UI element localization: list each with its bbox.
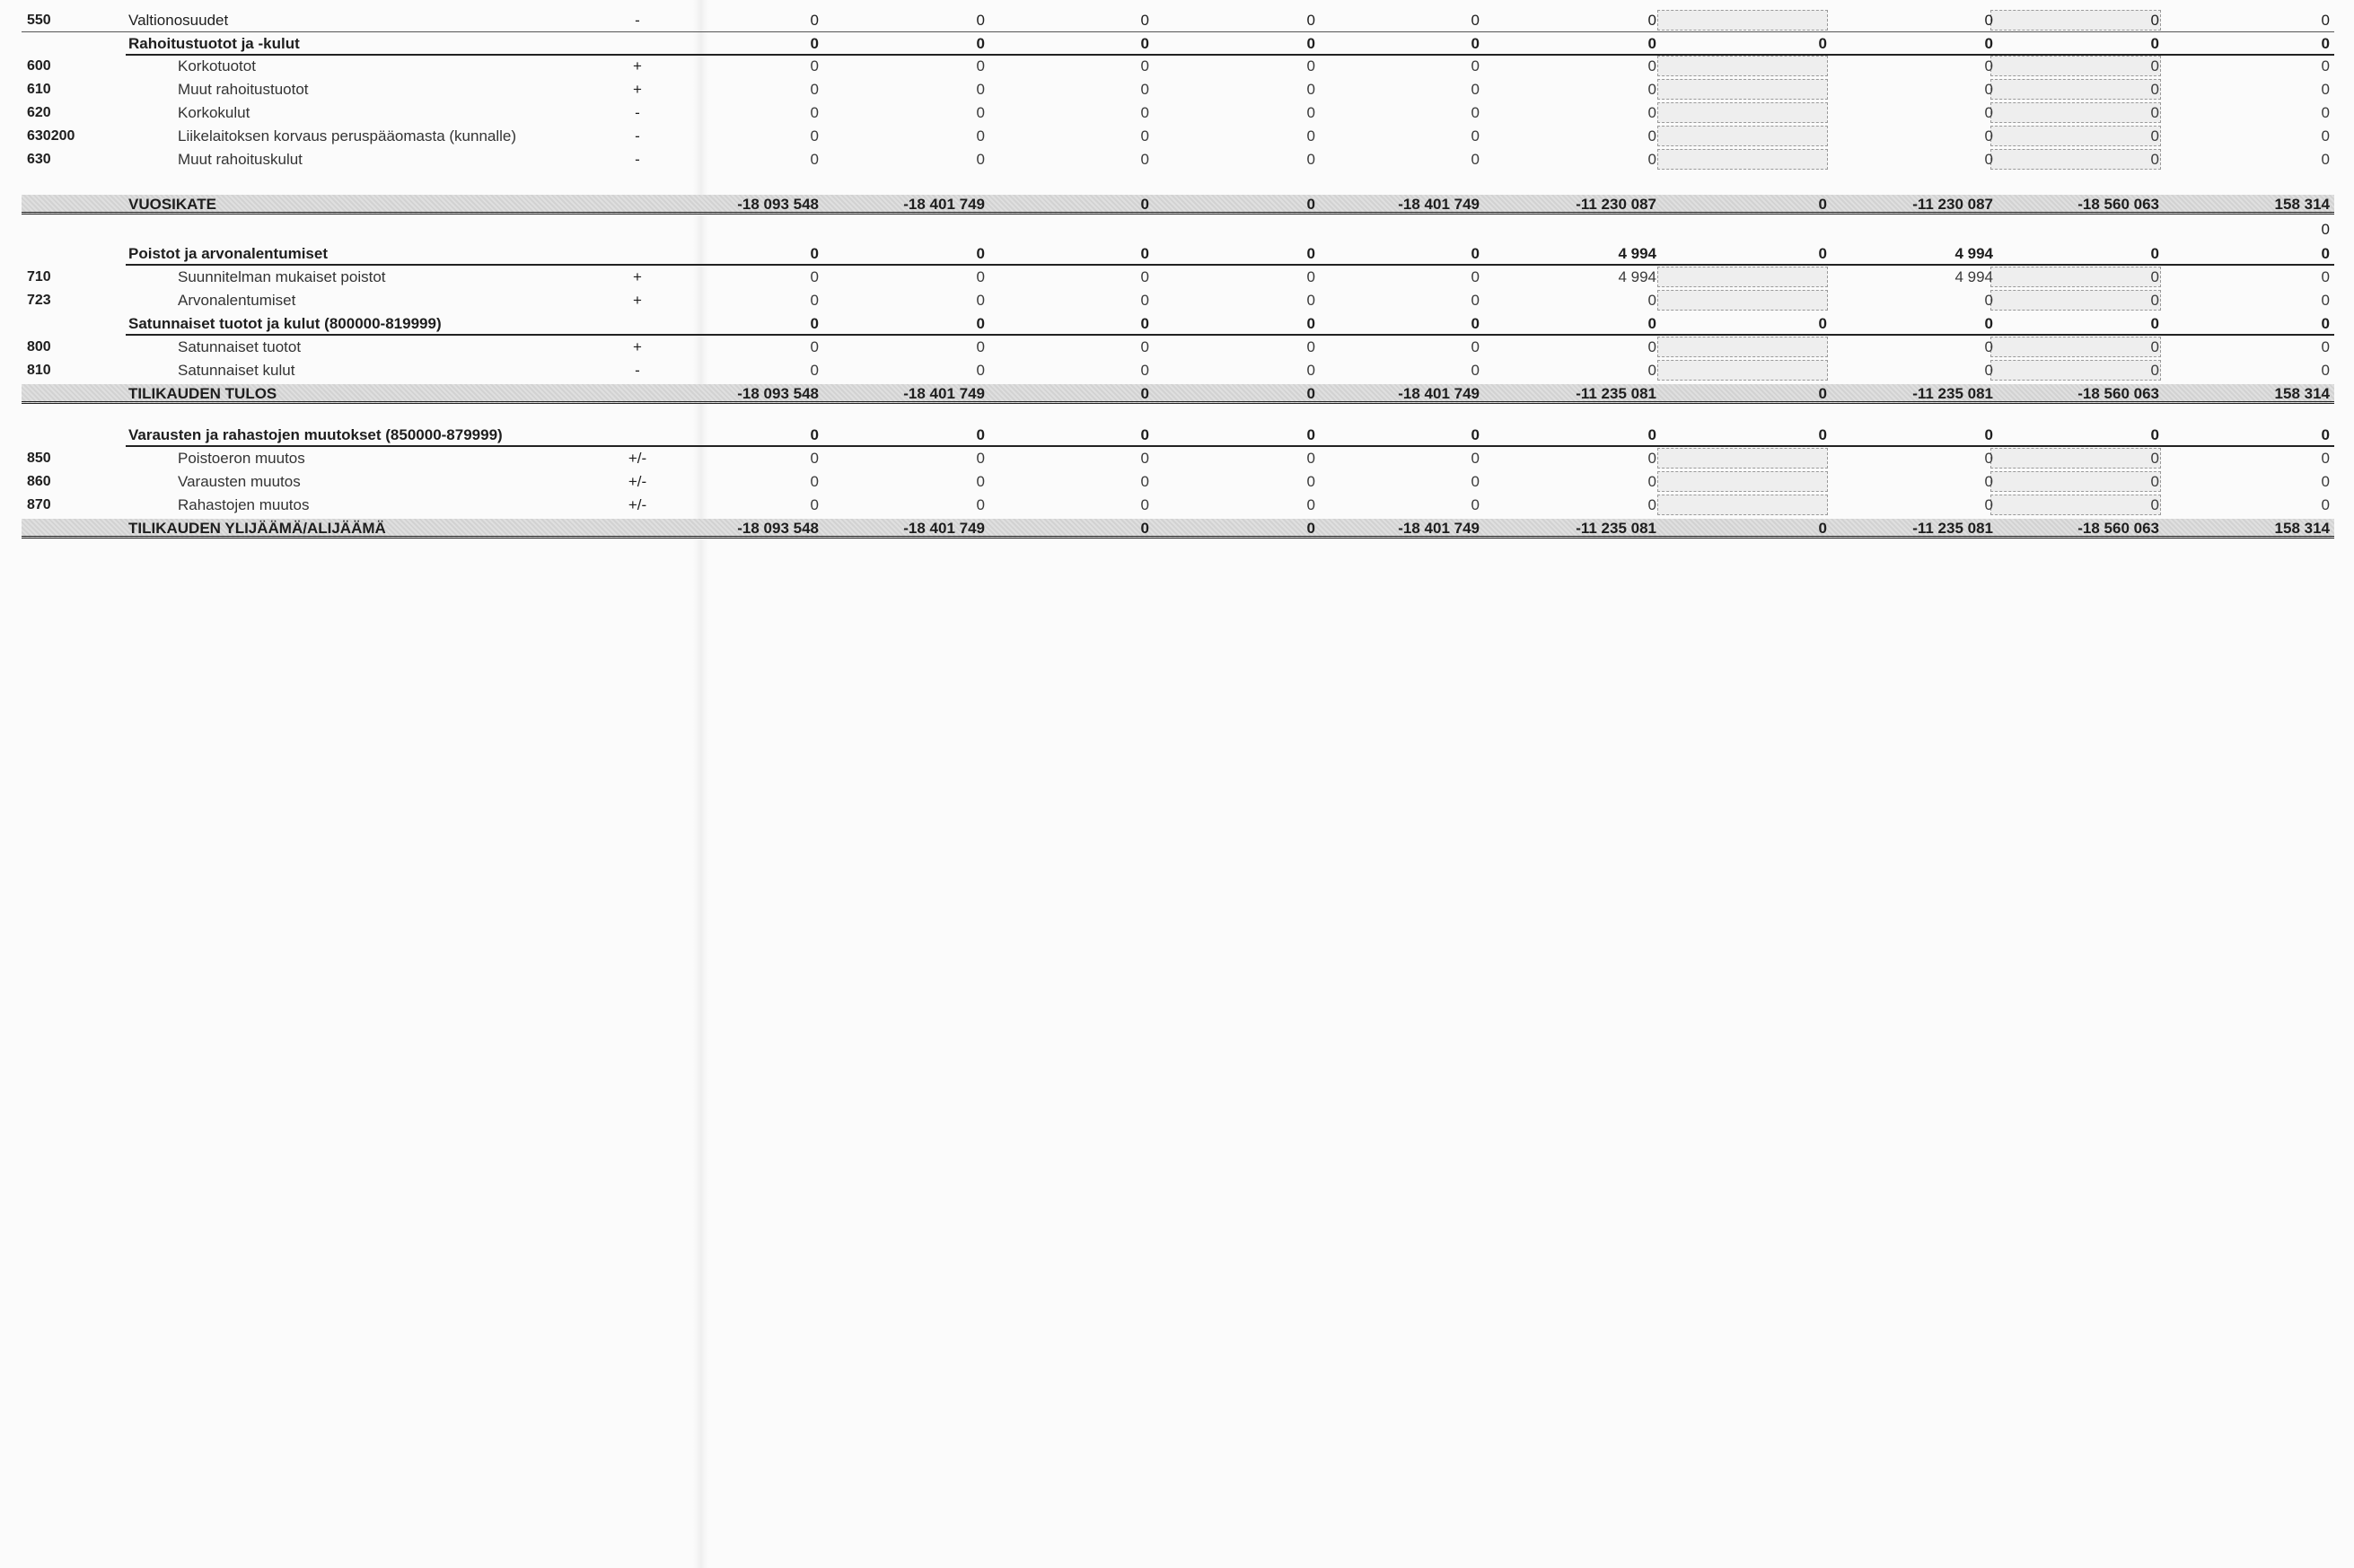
value-cell: 0 [976, 35, 985, 52]
value-cell: 0 [1984, 104, 1993, 121]
section-row [0, 242, 2354, 266]
value-cell: -11 235 081 [1576, 385, 1656, 402]
value-cell: 0 [810, 127, 819, 145]
value-cell [1737, 289, 1827, 312]
row-label: Rahoitustuotot ja -kulut [128, 35, 300, 52]
value-cell [1737, 494, 1827, 517]
value-cell: 0 [2321, 245, 2330, 262]
value-cell [1737, 336, 1827, 359]
row-label: Rahastojen muutos [178, 496, 310, 513]
value-cell: 0 [1818, 520, 1827, 537]
value-cell: 0 [976, 496, 985, 513]
value-cell: 0 [976, 104, 985, 121]
value-cell [1737, 359, 1827, 382]
value-cell: 0 [2321, 426, 2330, 443]
section-row [0, 424, 2354, 447]
value-cell: 0 [810, 496, 819, 513]
value-cell: 0 [1306, 496, 1315, 513]
account-code: 630200 [27, 128, 75, 144]
value-cell: 0 [2150, 268, 2159, 285]
value-cell [1737, 78, 1827, 101]
row-label: Satunnaiset kulut [178, 362, 295, 379]
sign-indicator: - [635, 362, 640, 379]
value-cell: 0 [1647, 57, 1656, 74]
value-cell: 0 [1306, 81, 1315, 98]
value-cell: 0 [1984, 362, 1993, 379]
value-cell: 0 [1306, 385, 1315, 402]
value-cell: 0 [2150, 245, 2159, 262]
value-cell: 0 [1140, 104, 1149, 121]
value-cell: 0 [2321, 35, 2330, 52]
value-cell: 0 [976, 450, 985, 467]
value-cell: 4 994 [1954, 245, 1993, 262]
value-cell: 0 [1306, 338, 1315, 355]
value-cell: 0 [1471, 315, 1480, 332]
value-cell [1059, 218, 1149, 241]
value-cell: 0 [2321, 81, 2330, 98]
value-cell: 0 [810, 35, 819, 52]
value-cell: 0 [1647, 127, 1656, 145]
value-cell: 0 [976, 426, 985, 443]
value-cell: -18 401 749 [1398, 520, 1480, 537]
value-cell: 0 [1471, 426, 1480, 443]
account-code: 630 [27, 152, 51, 167]
value-cell: 0 [810, 426, 819, 443]
value-cell: 0 [2150, 104, 2159, 121]
value-cell: 0 [2150, 292, 2159, 309]
row-label: TILIKAUDEN TULOS [128, 385, 277, 402]
value-cell: 0 [1984, 315, 1993, 332]
value-cell: 0 [2321, 12, 2330, 29]
table-row [0, 359, 2354, 382]
value-cell: 0 [1984, 338, 1993, 355]
value-cell: 0 [1140, 268, 1149, 285]
value-cell: 0 [1818, 385, 1827, 402]
value-cell: 0 [1140, 496, 1149, 513]
sign-indicator: + [633, 292, 642, 309]
value-cell: 0 [1306, 127, 1315, 145]
value-cell: 0 [1140, 57, 1149, 74]
value-cell: 0 [2150, 496, 2159, 513]
value-cell [1737, 218, 1827, 241]
value-cell: 0 [1140, 362, 1149, 379]
value-cell: 0 [1306, 268, 1315, 285]
value-cell: 0 [1984, 292, 1993, 309]
value-cell: 0 [1471, 81, 1480, 98]
value-cell [1737, 101, 1827, 125]
value-cell: 0 [2150, 338, 2159, 355]
table-row [0, 148, 2354, 171]
value-cell: 0 [976, 57, 985, 74]
value-cell: 0 [1471, 268, 1480, 285]
value-cell: 0 [2150, 35, 2159, 52]
value-cell: 0 [1647, 473, 1656, 490]
value-cell [1390, 218, 1480, 241]
table-row [0, 470, 2354, 494]
value-cell [1225, 218, 1315, 241]
value-cell: 0 [2150, 426, 2159, 443]
row-label: Poistot ja arvonalentumiset [128, 245, 328, 262]
value-cell: 0 [1818, 245, 1827, 262]
value-cell: 0 [1647, 426, 1656, 443]
value-cell: 0 [1471, 35, 1480, 52]
value-cell: 0 [2321, 151, 2330, 168]
sign-indicator: + [633, 81, 642, 98]
value-cell: 0 [976, 338, 985, 355]
value-cell [1737, 125, 1827, 148]
value-cell: 0 [976, 268, 985, 285]
value-cell: 0 [1471, 292, 1480, 309]
value-cell: -18 401 749 [903, 196, 985, 213]
value-cell: 0 [2150, 450, 2159, 467]
row-label: Satunnaiset tuotot [178, 338, 302, 355]
value-cell: 0 [1306, 12, 1315, 29]
value-cell: 0 [1140, 315, 1149, 332]
table-row [0, 125, 2354, 148]
value-cell: 0 [976, 473, 985, 490]
value-cell: 0 [976, 315, 985, 332]
sign-indicator [615, 382, 660, 406]
account-code: 620 [27, 105, 51, 120]
row-label: Varausten muutos [178, 473, 301, 490]
row-label: Valtionosuudet [128, 12, 229, 29]
table-row [0, 218, 2354, 241]
value-cell: 0 [1140, 245, 1149, 262]
sign-indicator: - [635, 104, 640, 121]
value-cell: 0 [976, 127, 985, 145]
value-cell [2069, 218, 2159, 241]
value-cell: 0 [2150, 127, 2159, 145]
value-cell: 0 [1984, 12, 1993, 29]
value-cell: 0 [810, 292, 819, 309]
value-cell: 0 [1471, 57, 1480, 74]
value-cell: 0 [1471, 151, 1480, 168]
value-cell: 0 [810, 473, 819, 490]
value-cell: 0 [1306, 426, 1315, 443]
value-cell: 0 [2321, 57, 2330, 74]
table-row [0, 447, 2354, 470]
value-cell: 0 [1818, 315, 1827, 332]
value-cell: 0 [810, 151, 819, 168]
value-cell [1531, 218, 1656, 241]
value-cell: -18 401 749 [903, 520, 985, 537]
value-cell: 0 [1140, 450, 1149, 467]
value-cell: 0 [1140, 385, 1149, 402]
value-cell: 0 [1140, 426, 1149, 443]
value-cell: 0 [2150, 12, 2159, 29]
table-row [0, 9, 2354, 32]
value-cell: 0 [1140, 151, 1149, 168]
value-cell [1737, 470, 1827, 494]
value-cell: 0 [2321, 362, 2330, 379]
value-cell: 0 [1306, 315, 1315, 332]
row-label: Muut rahoitustuotot [178, 81, 309, 98]
value-cell: -11 230 087 [1576, 196, 1656, 213]
value-cell: 0 [1647, 12, 1656, 29]
value-cell [1737, 55, 1827, 78]
value-cell: 0 [2321, 268, 2330, 285]
value-cell: 0 [1471, 127, 1480, 145]
value-cell: 158 314 [2274, 520, 2330, 537]
table-row [0, 289, 2354, 312]
value-cell: 0 [2321, 473, 2330, 490]
row-label: Varausten ja rahastojen muutokset (850000-879999) [128, 426, 503, 443]
value-cell: 0 [2321, 496, 2330, 513]
value-cell: 0 [1984, 496, 1993, 513]
value-cell: 0 [1984, 57, 1993, 74]
account-code: 723 [27, 293, 51, 308]
sign-indicator: - [635, 127, 640, 145]
table-row [0, 55, 2354, 78]
value-cell [729, 218, 819, 241]
sign-indicator: - [635, 151, 640, 168]
row-label: Korkotuotot [178, 57, 256, 74]
value-cell: 0 [1140, 292, 1149, 309]
row-label: Arvonalentumiset [178, 292, 296, 309]
value-cell: 0 [1471, 450, 1480, 467]
value-cell: 0 [810, 81, 819, 98]
value-cell: -18 401 749 [1398, 196, 1480, 213]
value-cell: 0 [2150, 81, 2159, 98]
value-cell: 0 [2321, 450, 2330, 467]
value-cell: -18 401 749 [903, 385, 985, 402]
table-row [0, 494, 2354, 517]
value-cell: 0 [1647, 450, 1656, 467]
value-cell: 158 314 [2274, 385, 2330, 402]
sign-indicator [615, 312, 660, 336]
value-cell: 0 [976, 362, 985, 379]
row-label: Korkokulut [178, 104, 250, 121]
value-cell: 0 [810, 12, 819, 29]
value-cell: 0 [1306, 450, 1315, 467]
row-label: Liikelaitoksen korvaus peruspääomasta (kunnalle) [178, 127, 517, 145]
value-cell: 0 [1647, 315, 1656, 332]
sign-indicator: - [635, 12, 640, 29]
value-cell: 0 [2150, 57, 2159, 74]
sign-indicator: +/- [628, 496, 647, 513]
value-cell: 0 [810, 104, 819, 121]
sign-indicator [615, 218, 660, 241]
value-cell [1737, 447, 1827, 470]
value-cell [1737, 9, 1827, 32]
sign-indicator [615, 32, 660, 56]
account-code: 800 [27, 339, 51, 355]
value-cell: 0 [1818, 196, 1827, 213]
value-cell: 0 [1984, 450, 1993, 467]
value-cell: 0 [810, 315, 819, 332]
value-cell: 0 [1647, 104, 1656, 121]
value-cell: 0 [1140, 473, 1149, 490]
value-cell: -18 093 548 [737, 520, 819, 537]
account-code: 600 [27, 58, 51, 74]
value-cell: 0 [976, 12, 985, 29]
sign-indicator [615, 517, 660, 540]
sign-indicator: +/- [628, 450, 647, 467]
value-cell: 0 [1471, 362, 1480, 379]
value-cell: 0 [1647, 338, 1656, 355]
account-code: 610 [27, 82, 51, 97]
value-cell: 0 [2321, 221, 2330, 238]
value-cell: 0 [1984, 35, 1993, 52]
value-cell: 4 994 [1954, 268, 1993, 285]
value-cell: 0 [1471, 104, 1480, 121]
value-cell: 0 [2321, 315, 2330, 332]
value-cell: 0 [1140, 196, 1149, 213]
value-cell: -18 093 548 [737, 385, 819, 402]
value-cell: 0 [1984, 151, 1993, 168]
row-label: Muut rahoituskulut [178, 151, 303, 168]
account-code: 810 [27, 363, 51, 378]
value-cell: -18 401 749 [1398, 385, 1480, 402]
value-cell: 0 [2321, 127, 2330, 145]
sign-indicator [615, 424, 660, 447]
sign-indicator [615, 242, 660, 266]
value-cell: 0 [1984, 473, 1993, 490]
value-cell: 0 [810, 362, 819, 379]
value-cell: 0 [1647, 292, 1656, 309]
value-cell: 0 [1471, 12, 1480, 29]
value-cell: 0 [1306, 35, 1315, 52]
account-code: 710 [27, 269, 51, 285]
value-cell: 0 [1984, 81, 1993, 98]
value-cell: 0 [1306, 104, 1315, 121]
value-cell: -18 560 063 [2077, 196, 2159, 213]
value-cell: 0 [1647, 151, 1656, 168]
value-cell: -11 230 087 [1912, 196, 1993, 213]
sign-indicator [615, 193, 660, 216]
value-cell: 0 [2321, 338, 2330, 355]
value-cell: 0 [1647, 35, 1656, 52]
value-cell: -11 235 081 [1576, 520, 1656, 537]
value-cell: 0 [1306, 292, 1315, 309]
value-cell: 0 [2150, 362, 2159, 379]
sign-indicator: + [633, 57, 642, 74]
total-row [0, 382, 2354, 406]
value-cell [1867, 218, 1993, 241]
value-cell: 0 [1140, 12, 1149, 29]
value-cell: 0 [976, 245, 985, 262]
value-cell [895, 218, 985, 241]
value-cell: 0 [2321, 292, 2330, 309]
value-cell: -18 560 063 [2077, 385, 2159, 402]
value-cell: 0 [976, 81, 985, 98]
section-row [0, 312, 2354, 336]
value-cell: 0 [2321, 104, 2330, 121]
total-row [0, 517, 2354, 540]
row-label: TILIKAUDEN YLIJÄÄMÄ/ALIJÄÄMÄ [128, 520, 386, 537]
account-code: 870 [27, 497, 51, 512]
row-label: VUOSIKATE [128, 196, 216, 213]
value-cell: 0 [1647, 362, 1656, 379]
value-cell: -18 093 548 [737, 196, 819, 213]
value-cell: 0 [1984, 127, 1993, 145]
value-cell [1737, 148, 1827, 171]
value-cell: 0 [1471, 496, 1480, 513]
value-cell: 0 [2150, 315, 2159, 332]
value-cell: 0 [1647, 496, 1656, 513]
value-cell: 0 [2150, 151, 2159, 168]
value-cell: 0 [1471, 338, 1480, 355]
value-cell: 0 [1306, 196, 1315, 213]
value-cell: 0 [1306, 520, 1315, 537]
value-cell: 0 [1818, 35, 1827, 52]
total-row [0, 193, 2354, 216]
value-cell: 0 [1140, 35, 1149, 52]
account-code: 850 [27, 451, 51, 466]
sign-indicator: + [633, 268, 642, 285]
value-cell: 0 [1140, 520, 1149, 537]
section-row [0, 32, 2354, 56]
value-cell: 0 [1984, 426, 1993, 443]
value-cell: 0 [1471, 245, 1480, 262]
value-cell: 0 [810, 338, 819, 355]
value-cell: 0 [1140, 127, 1149, 145]
value-cell: 0 [810, 245, 819, 262]
value-cell: 0 [1306, 473, 1315, 490]
value-cell: 4 994 [1618, 245, 1656, 262]
account-code: 550 [27, 13, 51, 28]
value-cell: 0 [1306, 362, 1315, 379]
value-cell: 4 994 [1618, 268, 1656, 285]
table-row [0, 336, 2354, 359]
value-cell: 0 [810, 268, 819, 285]
row-label: Satunnaiset tuotot ja kulut (800000-819999) [128, 315, 442, 332]
value-cell: 0 [1818, 426, 1827, 443]
account-code: 860 [27, 474, 51, 489]
value-cell: 0 [810, 57, 819, 74]
value-cell: -11 235 081 [1912, 385, 1993, 402]
value-cell: 0 [976, 151, 985, 168]
value-cell: 158 314 [2274, 196, 2330, 213]
value-cell: 0 [1647, 81, 1656, 98]
value-cell: 0 [1471, 473, 1480, 490]
value-cell: 0 [1306, 57, 1315, 74]
value-cell: 0 [2150, 473, 2159, 490]
value-cell: 0 [810, 450, 819, 467]
value-cell: 0 [1140, 81, 1149, 98]
value-cell: 0 [1140, 338, 1149, 355]
value-cell: 0 [1306, 245, 1315, 262]
sign-indicator: + [633, 338, 642, 355]
value-cell [1737, 266, 1827, 289]
table-row [0, 266, 2354, 289]
value-cell: 0 [1306, 151, 1315, 168]
table-row [0, 101, 2354, 125]
row-label: Suunnitelman mukaiset poistot [178, 268, 386, 285]
table-row [0, 78, 2354, 101]
value-cell: -18 560 063 [2077, 520, 2159, 537]
value-cell: 0 [976, 292, 985, 309]
sign-indicator: +/- [628, 473, 647, 490]
row-label: Poistoeron muutos [178, 450, 305, 467]
value-cell: -11 235 081 [1912, 520, 1993, 537]
